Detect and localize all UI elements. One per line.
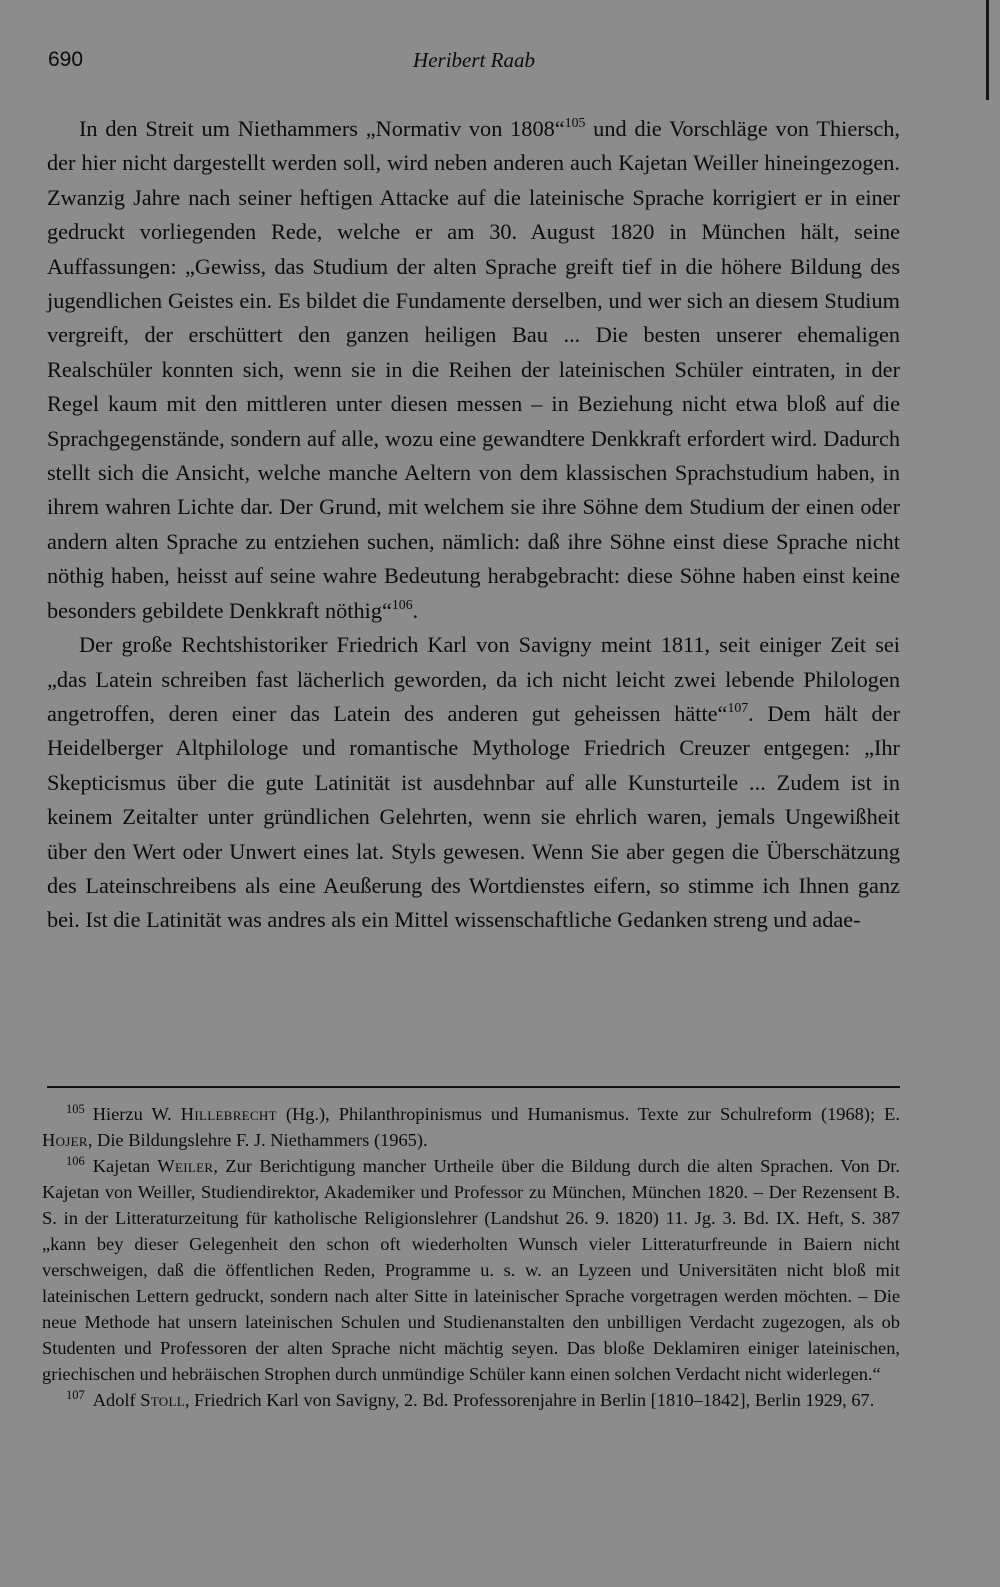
text-run: In den Streit um Niethammers „Normativ von 1808“ xyxy=(79,116,565,141)
footnote-107 xyxy=(42,1387,900,1413)
footnote-divider xyxy=(47,1086,900,1088)
text-run: Kajetan xyxy=(92,1156,158,1176)
text-run: Der große Rechtshistoriker Friedrich Karl von Savigny meint 1811, seit einiger Zeit sei „das Latein schreiben fast lächerlich geworden, da ich nicht leicht zwei lebende Philologen angetroffen, deren einer das Latein des anderen gut geheissen hätte“ xyxy=(47,632,900,726)
paragraph xyxy=(47,628,900,938)
author-name: Weiler xyxy=(157,1156,214,1176)
page-number: 690 xyxy=(48,48,84,71)
page-edge-line xyxy=(986,0,989,100)
text-run: , Zur Berichtigung mancher Urtheile über die Bildung durch die alten Sprachen. Von Dr. Kajetan von Weiller, Studiendirektor, Akademiker und Professor zu München, München 1820. – Der Rezensent B. S. in der Litteraturzeitung für katholische Religionslehrer (Landshut 26. 9. 1820) 11. Jg. 3. Bd. IX. Heft, S. 387 „kann bey dieser Gelegenheit den schon oft wiederholten Wunsch vieler Litteraturfreunde in Baiern nicht verschweigen, daß die öffentlichen Reden, Programme u. s. w. an Lyzeen und Universitäten nicht bloß mit lateinischen Lettern gedruckt, sondern nach alter Sitte in lateinischer Sprache vorgetragen werden möchten. – Die neue Methode hat unsern lateinischen Schulen und Studienanstalten den unbilligen Verdacht zugezogen, als ob Studenten und Professoren der alten Sprache nicht mächtig seyen. Das bloße Deklamiren einiger lateinischen, griechischen und hebräischen Strophen durch unmündige Schüler kann einen solchen Verdacht nicht widerlegen.“ xyxy=(42,1156,900,1384)
text-run: , Friedrich Karl von Savigny, 2. Bd. Professorenjahre in Berlin [1810–1842], Berlin 1929, 67. xyxy=(184,1390,875,1410)
text-run: Hierzu W. xyxy=(92,1104,181,1124)
footnote-ref: 105 xyxy=(564,115,586,131)
text-run: (Hg.), Philanthropinismus und Humanismus. Texte zur Schulreform (1968); E. xyxy=(276,1104,900,1124)
author-name: Hillebrecht xyxy=(180,1104,277,1124)
page-header xyxy=(48,48,900,78)
main-text xyxy=(47,112,900,938)
footnotes xyxy=(42,1101,900,1413)
running-head: Heribert Raab xyxy=(413,48,535,72)
author-name: Hojer xyxy=(42,1130,88,1150)
footnote-105 xyxy=(42,1101,900,1153)
footnote-ref: 106 xyxy=(391,596,413,612)
footnote-number: 106 xyxy=(66,1154,85,1169)
text-run: . Dem hält der Heidelberger Altphilologe und romantische Mythologe Friedrich Creuzer entgegen: „Ihr Skepticismus über die gute Latinität ist ausdehnbar auf alle Kunsturteile ... Zudem ist in keinem Zeitalter unter gründlichen Gelehrten, wenn sie ehrlich waren, jemals Ungewißheit über den Wert oder Unwert eines lat. Styls gewesen. Wenn Sie aber gegen die Überschätzung des Lateinschreibens als eine Aeußerung des Wortdienstes eifern, so stimme ich Ihnen ganz bei. Ist die Latinität was andres als ein Mittel wissenschaftliche Gedanken streng und adae- xyxy=(47,700,901,933)
text-run: . xyxy=(412,597,419,623)
footnote-ref: 107 xyxy=(727,699,749,715)
footnote-number: 105 xyxy=(66,1102,85,1117)
author-name: Stoll xyxy=(140,1390,185,1410)
text-run: , Die Bildungslehre F. J. Niethammers (1965). xyxy=(87,1130,428,1150)
paragraph xyxy=(47,112,900,628)
footnote-106 xyxy=(42,1153,900,1387)
text-run: Adolf xyxy=(92,1390,141,1410)
text-run: und die Vorschläge von Thiersch, der hier nicht dargestellt werden soll, wird neben anderen auch Kajetan Weiller hineingezogen. Zwanzig Jahre nach seiner heftigen Attacke auf die lateinische Sprache korrigiert er in einer gedruckt vorliegenden Rede, welche er am 30. August 1820 in München hält, seine Auffassungen: „Gewiss, das Studium der alten Sprache greift tief in die höhere Bildung des jugendlichen Geistes ein. Es bildet die Fundamente derselben, und wer sich an diesem Studium vergreift, der erschüttert den ganzen heiligen Bau ... Die besten unserer ehemaligen Realschüler konnten sich, wenn sie in die Reihen der lateinischen Schüler eintraten, in der Regel kaum mit den mittleren unter diesen messen – in Beziehung nicht etwa bloß auf die Sprachgegenstände, sondern auf alle, wozu eine gewandtere Denkkraft erfordert wird. Dadurch stellt sich die Ansicht, welche manche Aeltern von dem klassischen Sprachstudium haben, in ihrem wahren Lichte dar. Der Grund, mit welchem sie ihre Söhne dem Studium der einen oder andern alten Sprache zu entziehen suchen, nämlich: daß ihre Söhne einst diese Sprache nicht nöthig haben, heisst auf seine wahre Bedeutung herabgebracht: diese Söhne haben einst keine besonders gebildete Denkkraft nöthig“ xyxy=(47,116,900,623)
footnote-number: 107 xyxy=(66,1388,85,1403)
